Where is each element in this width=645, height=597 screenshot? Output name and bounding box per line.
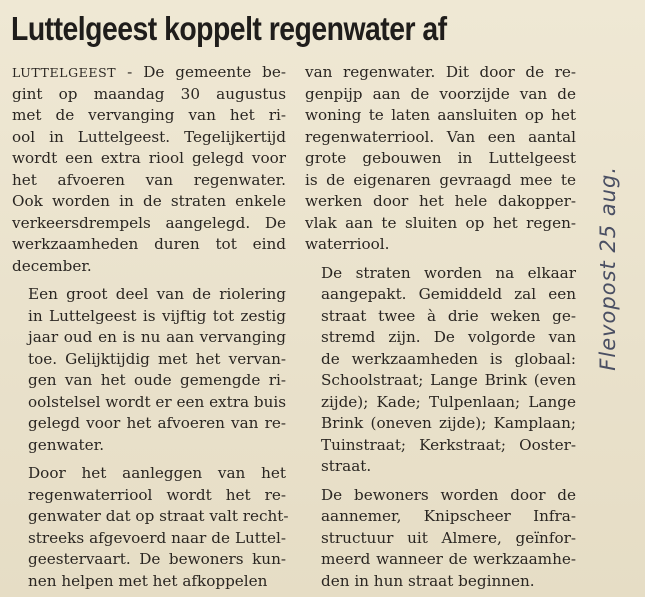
article-line: wordt een extra riool gelegd voor <box>12 149 286 167</box>
article-headline: Luttelgeest koppelt regenwater af <box>11 10 447 47</box>
article-line: gint op maandag 30 augustus <box>12 84 286 103</box>
article-line: LUTTELGEEST - De gemeente be- <box>12 63 286 81</box>
article-line: regenwaterriool wordt het re- <box>28 485 286 504</box>
article-line: december. <box>12 256 92 275</box>
article-line: Een groot deel van de riolering <box>28 285 286 303</box>
article-column-2 <box>305 62 576 592</box>
handwritten-source-note: Flevopost 25 aug. <box>596 166 620 371</box>
article-line: woning te laten aansluiten op het <box>305 106 576 124</box>
article-line: Brink (oneven zijde); Kamplaan; <box>321 414 576 432</box>
article-line: gen van het oude gemengde ri- <box>28 371 286 389</box>
article-line: Ook worden in de straten enkele <box>12 192 286 210</box>
article-line: aangepakt. Gemiddeld zal een <box>321 285 576 303</box>
article-line: in Luttelgeest is vijftig tot zestig <box>28 306 286 325</box>
article-line: Door het aanleggen van het <box>28 464 286 482</box>
article-dateline: LUTTELGEEST <box>12 65 117 80</box>
article-line: zijde); Kade; Tulpenlaan; Lange <box>321 392 576 411</box>
article-line: nen helpen met het afkoppelen <box>28 571 268 590</box>
article-line: stremd zijn. De volgorde van <box>321 328 576 346</box>
article-line: Schoolstraat; Lange Brink (even <box>321 371 576 389</box>
article-line: waterriool. <box>305 235 390 253</box>
article-line: werken door het hele dakopper- <box>305 192 576 210</box>
article-line: genpijp aan de voorzijde van de <box>305 84 576 103</box>
article-column-1 <box>12 62 289 592</box>
article-paragraph <box>12 284 286 456</box>
article-line: werkzaamheden duren tot eind <box>12 235 286 253</box>
article-line: vlak aan te sluiten op het regen- <box>305 213 576 232</box>
article-line: aannemer, Knipscheer Infra- <box>321 507 576 525</box>
article-line: streeks afgevoerd naar de Luttel- <box>28 528 286 547</box>
article-line: straat. <box>321 457 372 475</box>
article-line: gelegd voor het afvoeren van re- <box>28 414 286 432</box>
article-line: is de eigenaren gevraagd mee te <box>305 170 576 189</box>
article-line: genwater dat op straat valt recht- <box>28 507 289 525</box>
article-line: genwater. <box>28 435 105 454</box>
article-line: De straten worden na elkaar <box>321 263 576 282</box>
article-line: van regenwater. Dit door de re- <box>305 63 576 81</box>
article-line: structuur uit Almere, geïnfor- <box>321 528 576 547</box>
article-paragraph <box>12 62 286 277</box>
article-line: meerd wanneer de werkzaamhe- <box>321 550 576 568</box>
article-line: De bewoners worden door de <box>321 485 576 504</box>
article-paragraph <box>305 62 576 256</box>
article-line: de werkzaamheden is globaal: <box>321 349 576 368</box>
article-line: geestervaart. De bewoners kun- <box>28 550 286 568</box>
article-paragraph <box>12 463 289 592</box>
article-line: ool in Luttelgeest. Tegelijkertijd <box>12 127 286 146</box>
article-line: verkeersdrempels aangelegd. De <box>12 213 286 232</box>
article-line: den in hun straat beginnen. <box>321 571 535 590</box>
article-line: straat twee à drie weken ge- <box>321 306 576 325</box>
article-line: regenwaterriool. Van een aantal <box>305 127 576 146</box>
article-line: jaar oud en is nu aan vervanging <box>28 328 286 346</box>
article-line: het afvoeren van regenwater. <box>12 170 286 189</box>
article-line: Tuinstraat; Kerkstraat; Ooster- <box>321 435 576 454</box>
article-paragraph <box>305 263 576 478</box>
article-line: grote gebouwen in Luttelgeest <box>305 149 576 167</box>
article-line: oolstelsel wordt er een extra buis <box>28 392 287 411</box>
article-paragraph <box>305 485 576 593</box>
article-line: met de vervanging van het ri- <box>12 106 286 124</box>
article-line: toe. Gelijktijdig met het vervan- <box>28 349 286 368</box>
